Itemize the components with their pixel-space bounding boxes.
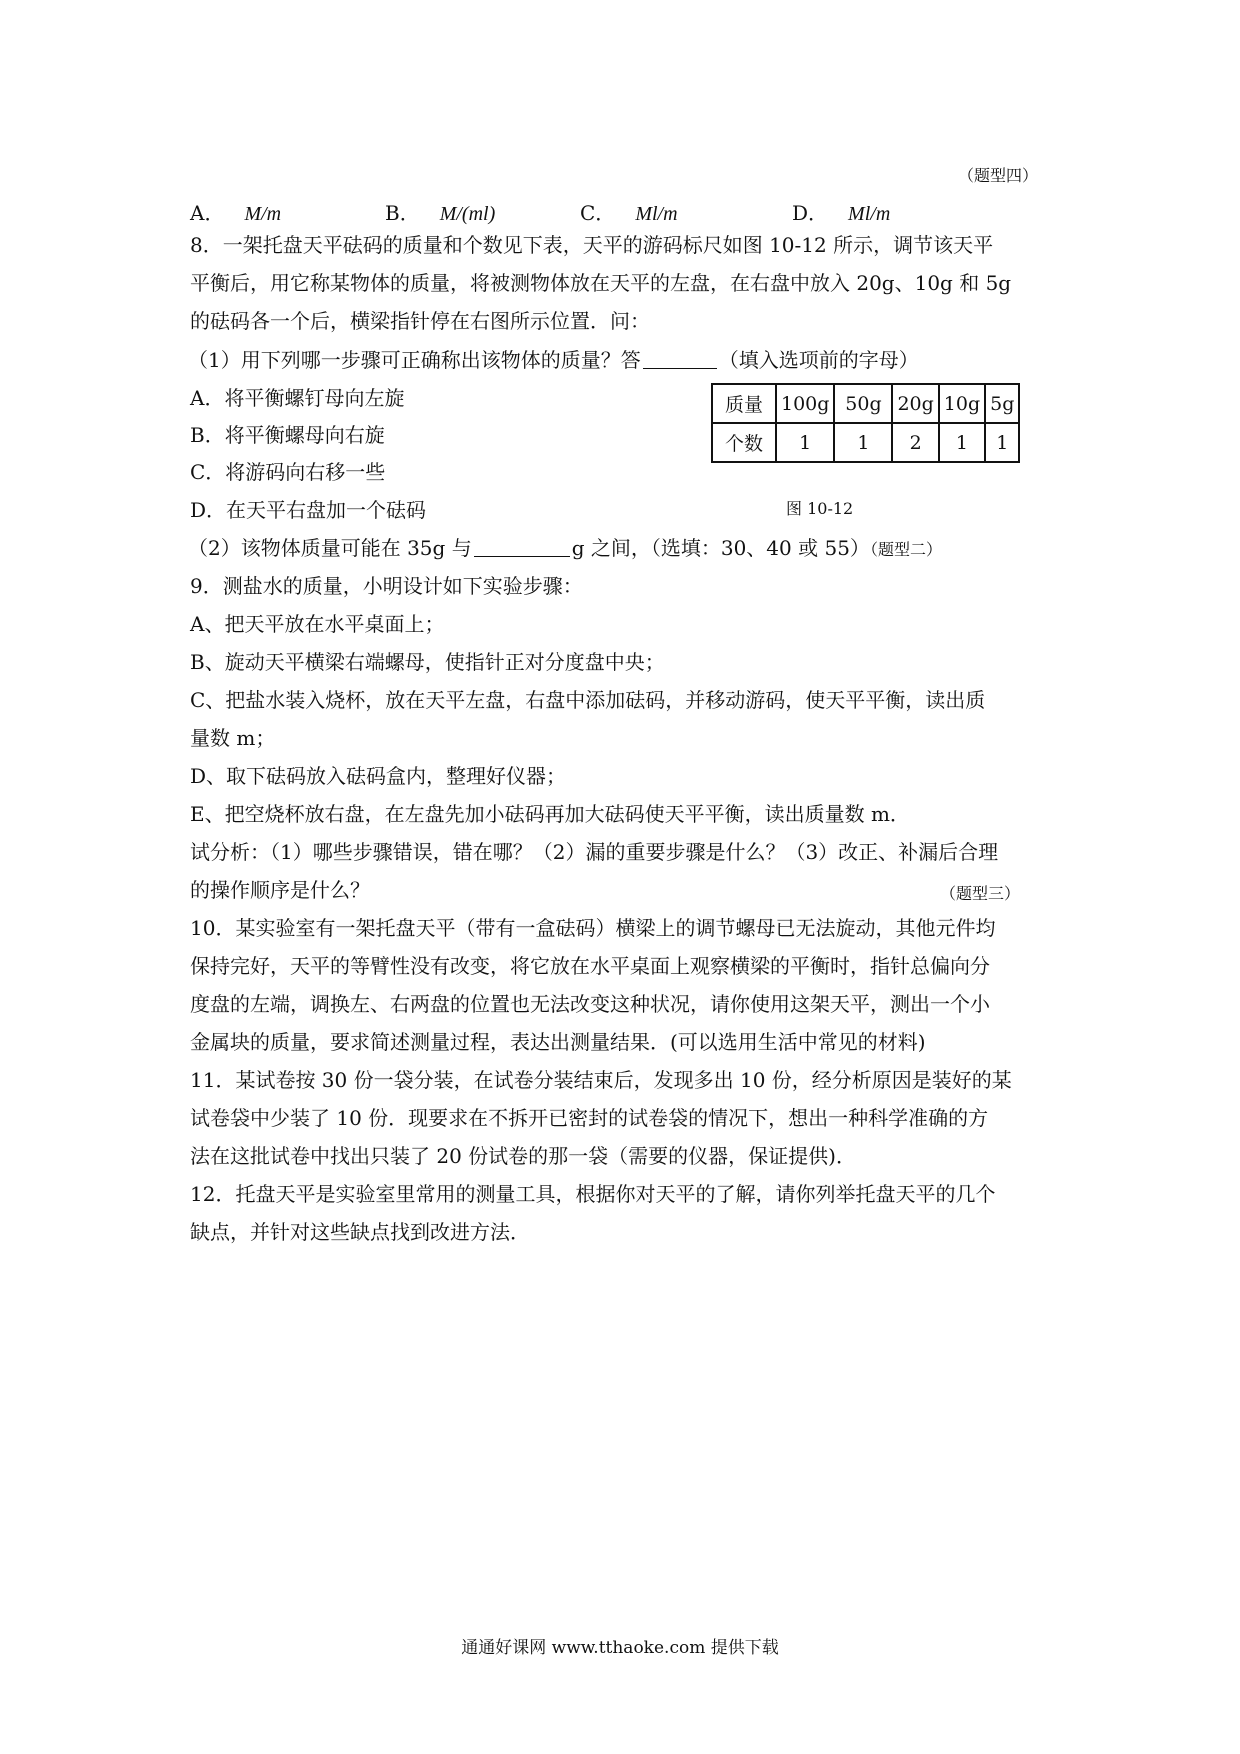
option-b: [385, 197, 495, 226]
q8-subquestion-2: [188, 534, 942, 564]
q9-step-d: D、取下砝码放入砝码盒内，整理好仪器；: [190, 764, 567, 788]
count-cell: 1: [834, 423, 892, 462]
q8-sub2-text: （2）该物体质量可能在 35g 与: [188, 536, 472, 560]
mass-cell: 100g: [776, 384, 834, 423]
count-cell: 2: [892, 423, 938, 462]
q8-subquestion-1: [188, 346, 919, 374]
answer-blank: [474, 536, 570, 557]
q10-line: 金属块的质量，要求简述测量过程，表达出测量结果．(可以选用生活中常见的材料): [190, 1030, 926, 1054]
q8-sub2-note: g 之间，（选填：30、40 或 55）: [571, 536, 870, 560]
option-letter: C．: [580, 201, 616, 225]
count-row: [712, 423, 1019, 462]
option-expression: M/(ml): [439, 203, 496, 225]
page-footer: 通通好课网 www.tthaoke.com 提供下载: [461, 1638, 779, 1658]
q10-line: 度盘的左端，调换左、右两盘的位置也无法改变这种状况，请你使用这架天平，测出一个小: [190, 992, 990, 1016]
figure-caption: 图 10-12: [786, 499, 854, 518]
row-header: 质量: [712, 384, 776, 423]
option-c: [580, 197, 678, 226]
q11-line: 法在这批试卷中找出只装了 20 份试卷的那一袋（需要的仪器，保证提供)．: [190, 1144, 856, 1168]
question-type-tag: （题型三）: [940, 884, 1021, 903]
mass-cell: 10g: [939, 384, 985, 423]
mass-cell: 5g: [985, 384, 1019, 423]
q9-step-c: C、把盐水装入烧杯，放在天平左盘，右盘中添加砝码，并移动游码，使天平平衡，读出质: [190, 688, 986, 712]
q12-line: 12．托盘天平是实验室里常用的测量工具，根据你对天平的了解，请你列举托盘天平的几个: [190, 1182, 996, 1206]
q8-choice-c: C．将游码向右移一些: [190, 460, 386, 484]
option-d: [792, 197, 890, 226]
q8-choice-b: B．将平衡螺母向右旋: [190, 423, 385, 447]
row-header: 个数: [712, 423, 776, 462]
q8-line: 的砝码各一个后，横梁指针停在右图所示位置．问：: [190, 309, 650, 333]
q10-line: 10．某实验室有一架托盘天平（带有一盒砝码）横梁上的调节螺母已无法旋动，其他元件均: [190, 916, 996, 940]
q9-analysis-cont: 的操作顺序是什么？: [190, 878, 370, 902]
q8-sub1-text: （1）用下列哪一步骤可正确称出该物体的质量？答: [188, 348, 641, 372]
option-letter: B．: [385, 201, 420, 225]
q11-line: 11．某试卷按 30 份一袋分装，在试卷分装结束后，发现多出 10 份，经分析原因是装好的某: [190, 1068, 1012, 1092]
q9-analysis: 试分析：（1）哪些步骤错误，错在哪？（2）漏的重要步骤是什么？（3）改正、补漏后合理: [190, 840, 999, 864]
option-a: [190, 197, 281, 226]
q9-step-e: E、把空烧杯放右盘，在左盘先加小砝码再加大砝码使天平平衡，读出质量数 m．: [190, 802, 910, 826]
q10-line: 保持完好，天平的等臂性没有改变，将它放在水平桌面上观察横梁的平衡时，指针总偏向分: [190, 954, 990, 978]
mass-cell: 20g: [892, 384, 938, 423]
q9-step-c-cont: 量数 m；: [190, 726, 276, 750]
count-cell: 1: [776, 423, 834, 462]
q11-line: 试卷袋中少装了 10 份．现要求在不拆开已密封的试卷袋的情况下，想出一种科学准确的方: [190, 1106, 989, 1130]
q9-step-a: A、把天平放在水平桌面上；: [190, 612, 445, 636]
count-cell: 1: [939, 423, 985, 462]
question-type-tag: （题型二）: [869, 540, 942, 559]
mass-row: [712, 384, 1019, 423]
q9-step-b: B、旋动天平横梁右端螺母，使指针正对分度盘中央；: [190, 650, 665, 674]
q8-line: 平衡后，用它称某物体的质量，将被测物体放在天平的左盘，在右盘中放入 20g、10g 和 5g: [190, 271, 1012, 295]
q8-choice-a: A．将平衡螺钉母向左旋: [190, 386, 405, 410]
question-type-tag: （题型四）: [958, 166, 1039, 185]
option-letter: A．: [190, 201, 225, 225]
option-expression: M/m: [244, 203, 282, 225]
mass-cell: 50g: [834, 384, 892, 423]
q8-line: 8．一架托盘天平砝码的质量和个数见下表，天平的游码标尺如图 10-12 所示，调节该天平: [190, 233, 994, 257]
option-expression: Ml/m: [635, 203, 678, 225]
option-letter: D．: [792, 201, 829, 225]
q9-title: 9．测盐水的质量，小明设计如下实验步骤：: [190, 574, 583, 598]
weights-table: [711, 383, 1020, 463]
q8-sub1-note: （填入选项前的字母）: [718, 348, 919, 372]
answer-blank: [643, 348, 717, 369]
q12-line: 缺点，并针对这些缺点找到改进方法．: [190, 1220, 530, 1244]
option-expression: Ml/m: [848, 203, 891, 225]
q8-choice-d: D．在天平右盘加一个砝码: [190, 498, 427, 522]
count-cell: 1: [985, 423, 1019, 462]
